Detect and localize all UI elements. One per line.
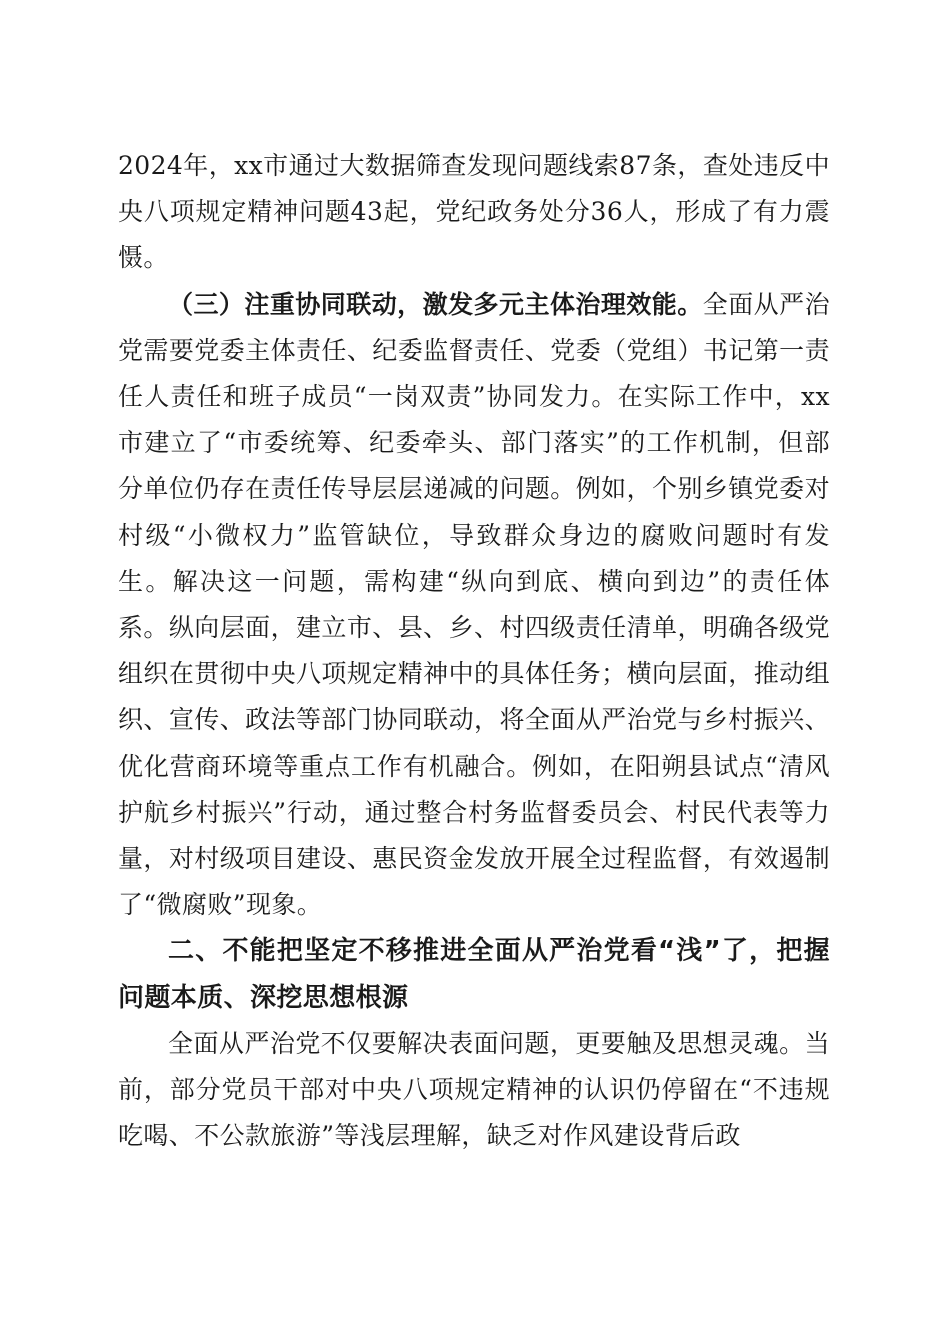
subsection-body-text: 全面从严治党需要党委主体责任、纪委监督责任、党委（党组）书记第一责任人责任和班子成员“一岗双责”协同发力。在实际工作中，xx市建立了“市委统筹、纪委牵头、部门落实”的工作机制，但部分单位仍存在责任传导层层递减的问题。例如，个别乡镇党委对村级“小微权力”监管缺位，导致群众身边的腐败问题时有发生。解决这一问题，需构建“纵向到底、横向到边”的责任体系。纵向层面，建立市、县、乡、村四级责任清单，明确各级党组织在贯彻中央八项规定精神中的具体任务；横向层面，推动组织、宣传、政法等部门协同联动，将全面从严治党与乡村振兴、优化营商环境等重点工作有机融合。例如，在阳朔县试点“清风护航乡村振兴”行动，通过整合村务监督委员会、村民代表等力量，对村级项目建设、惠民资金发放开展全过程监督，有效遏制了“微腐败”现象。: [118, 289, 830, 920]
section-heading: 二、不能把坚定不移推进全面从严治党看“浅”了，把握问题本质、深挖思想根源: [118, 936, 830, 1013]
subsection-lead-heading: （三）注重协同联动，激发多元主体治理效能。: [168, 289, 703, 319]
body-paragraph-section-two: 全面从严治党不仅要解决表面问题，更要触及思想灵魂。当前，部分党员干部对中央八项规定精神的认识仍停留在“不违规吃喝、不公款旅游”等浅层理解，缺乏对作风建设背后政: [118, 1028, 830, 1151]
body-paragraph-coordination: [118, 282, 830, 929]
body-paragraph-continued: 2024年，xx市通过大数据筛查发现问题线索87条，查处违反中央八项规定精神问题43起，党纪政务处分36人，形成了有力震慑。: [118, 151, 830, 273]
document-page: [118, 143, 830, 1159]
